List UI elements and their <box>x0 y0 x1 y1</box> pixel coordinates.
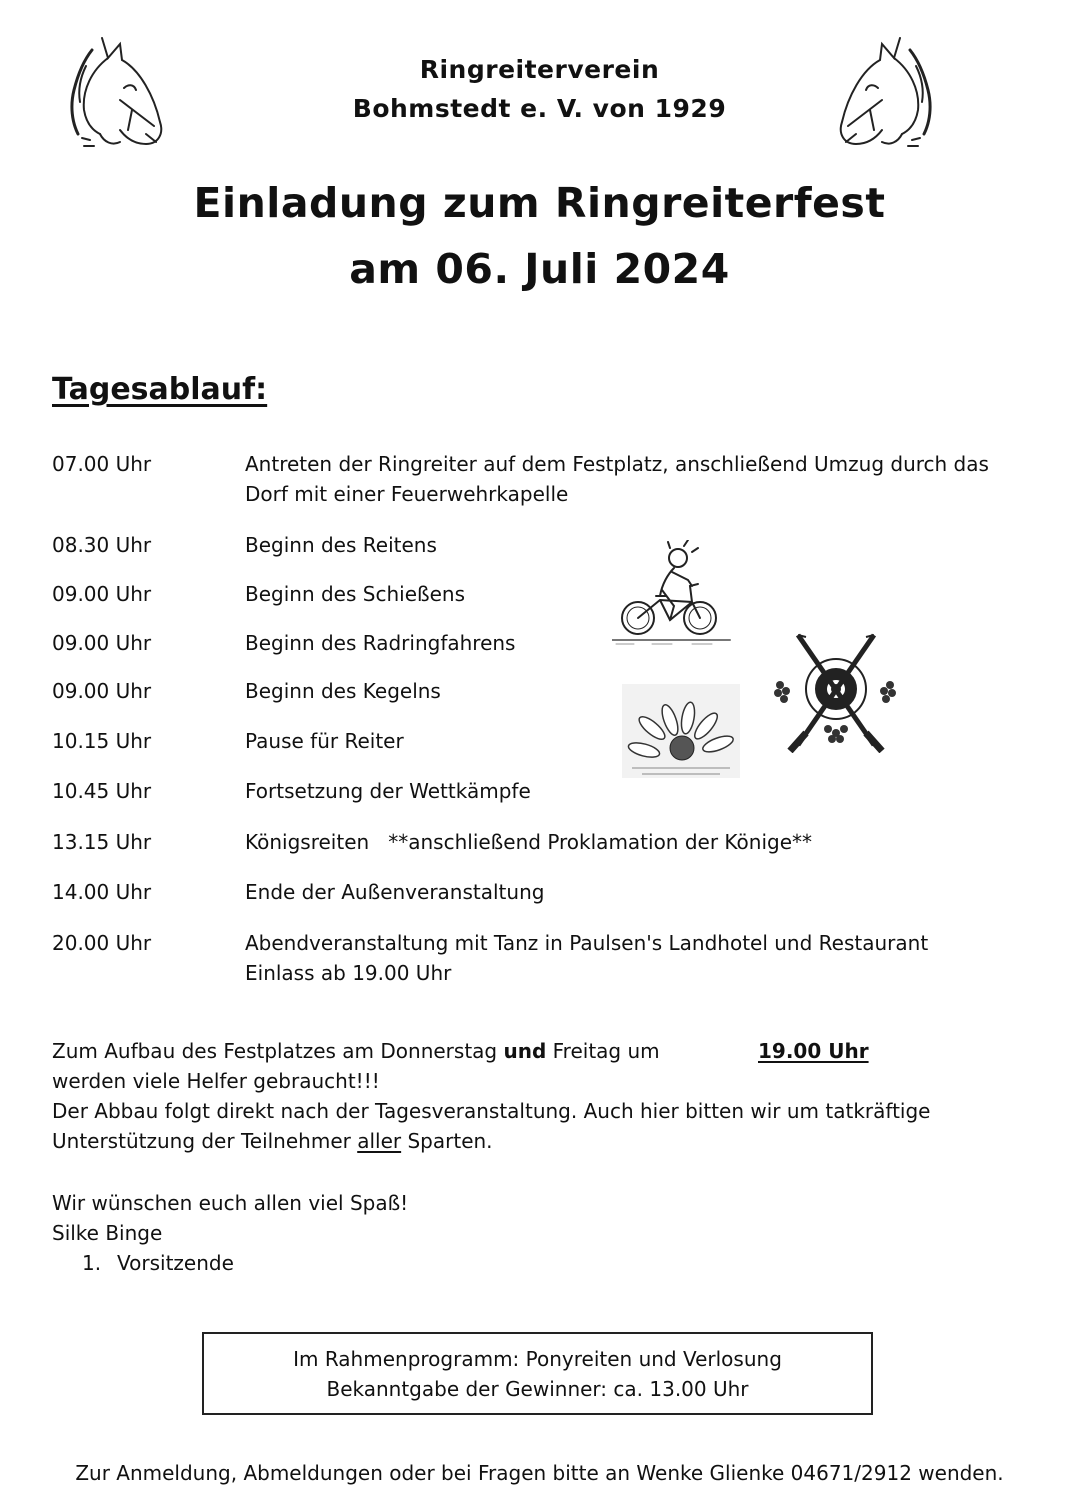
schedule-time: 07.00 Uhr <box>52 452 152 476</box>
schedule-description: Beginn des Schießens <box>245 582 465 606</box>
role-number: 1. <box>82 1251 102 1275</box>
signature-role: Vorsitzende <box>117 1251 234 1275</box>
horse-head-icon <box>828 30 940 156</box>
page-title-line2: am 06. Juli 2024 <box>349 245 730 293</box>
schedule-description: Ende der Außenveranstaltung <box>245 880 545 904</box>
schedule-description: Beginn des Kegelns <box>245 679 441 703</box>
org-name-line2: Bohmstedt e. V. von 1929 <box>352 94 727 123</box>
schedule-time: 10.15 Uhr <box>52 729 152 753</box>
schedule-time: 08.30 Uhr <box>52 533 152 557</box>
horse-head-icon <box>62 30 174 156</box>
setup-paragraph: Zum Aufbau des Festplatzes am Donnerstag und Freitag um 19.00 Uhr werden viele Helfer gebraucht!!! Der Abbau folgt direkt nach der Tagesveranstaltung. Auch hier bitten wir um tatkräftige Unterstützung der Teilnehmer aller Sparten. <box>52 1036 1012 1156</box>
schedule-time: 09.00 Uhr <box>52 582 152 606</box>
section-heading: Tagesablauf: <box>52 372 268 407</box>
schedule-description: Antreten der Ringreiter auf dem Festplatz, anschließend Umzug durch das Dorf mit einer Feuerwehrkapelle <box>245 452 989 506</box>
org-name-line1: Ringreiterverein <box>419 55 660 84</box>
schedule-time: 13.15 Uhr <box>52 830 152 854</box>
schedule-time: 20.00 Uhr <box>52 931 152 955</box>
signature-name: Silke Binge <box>52 1221 163 1245</box>
schedule-description: Pause für Reiter <box>245 729 404 753</box>
schedule-description: Beginn des Reitens <box>245 533 437 557</box>
program-box: Im Rahmenprogramm: Ponyreiten und Verlosung Bekanntgabe der Gewinner: ca. 13.00 Uhr <box>202 1332 873 1415</box>
schedule-description: Abendveranstaltung mit Tanz in Paulsen's Landhotel und Restaurant Einlass ab 19.00 Uhr <box>245 931 929 985</box>
schedule-time: 14.00 Uhr <box>52 880 152 904</box>
setup-time: 19.00 Uhr <box>758 1039 869 1063</box>
shooting-target-icon <box>770 633 902 753</box>
closing-wish: Wir wünschen euch allen viel Spaß! <box>52 1191 409 1215</box>
schedule-time: 09.00 Uhr <box>52 631 152 655</box>
footer-contact: Zur Anmeldung, Abmeldungen oder bei Fragen bitte an Wenke Glienke 04671/2912 wenden. <box>75 1461 1004 1485</box>
schedule-description: Königsreiten **anschließend Proklamation der Könige** <box>245 830 813 854</box>
page-title-line1: Einladung zum Ringreiterfest <box>193 179 886 227</box>
schedule-description: Fortsetzung der Wettkämpfe <box>245 779 531 803</box>
schedule-time: 10.45 Uhr <box>52 779 152 803</box>
cyclist-icon <box>612 540 732 648</box>
schedule-time: 09.00 Uhr <box>52 679 152 703</box>
bowling-pins-icon <box>622 684 740 778</box>
closing-block <box>52 1188 1012 1278</box>
schedule-description: Beginn des Radringfahrens <box>245 631 516 655</box>
